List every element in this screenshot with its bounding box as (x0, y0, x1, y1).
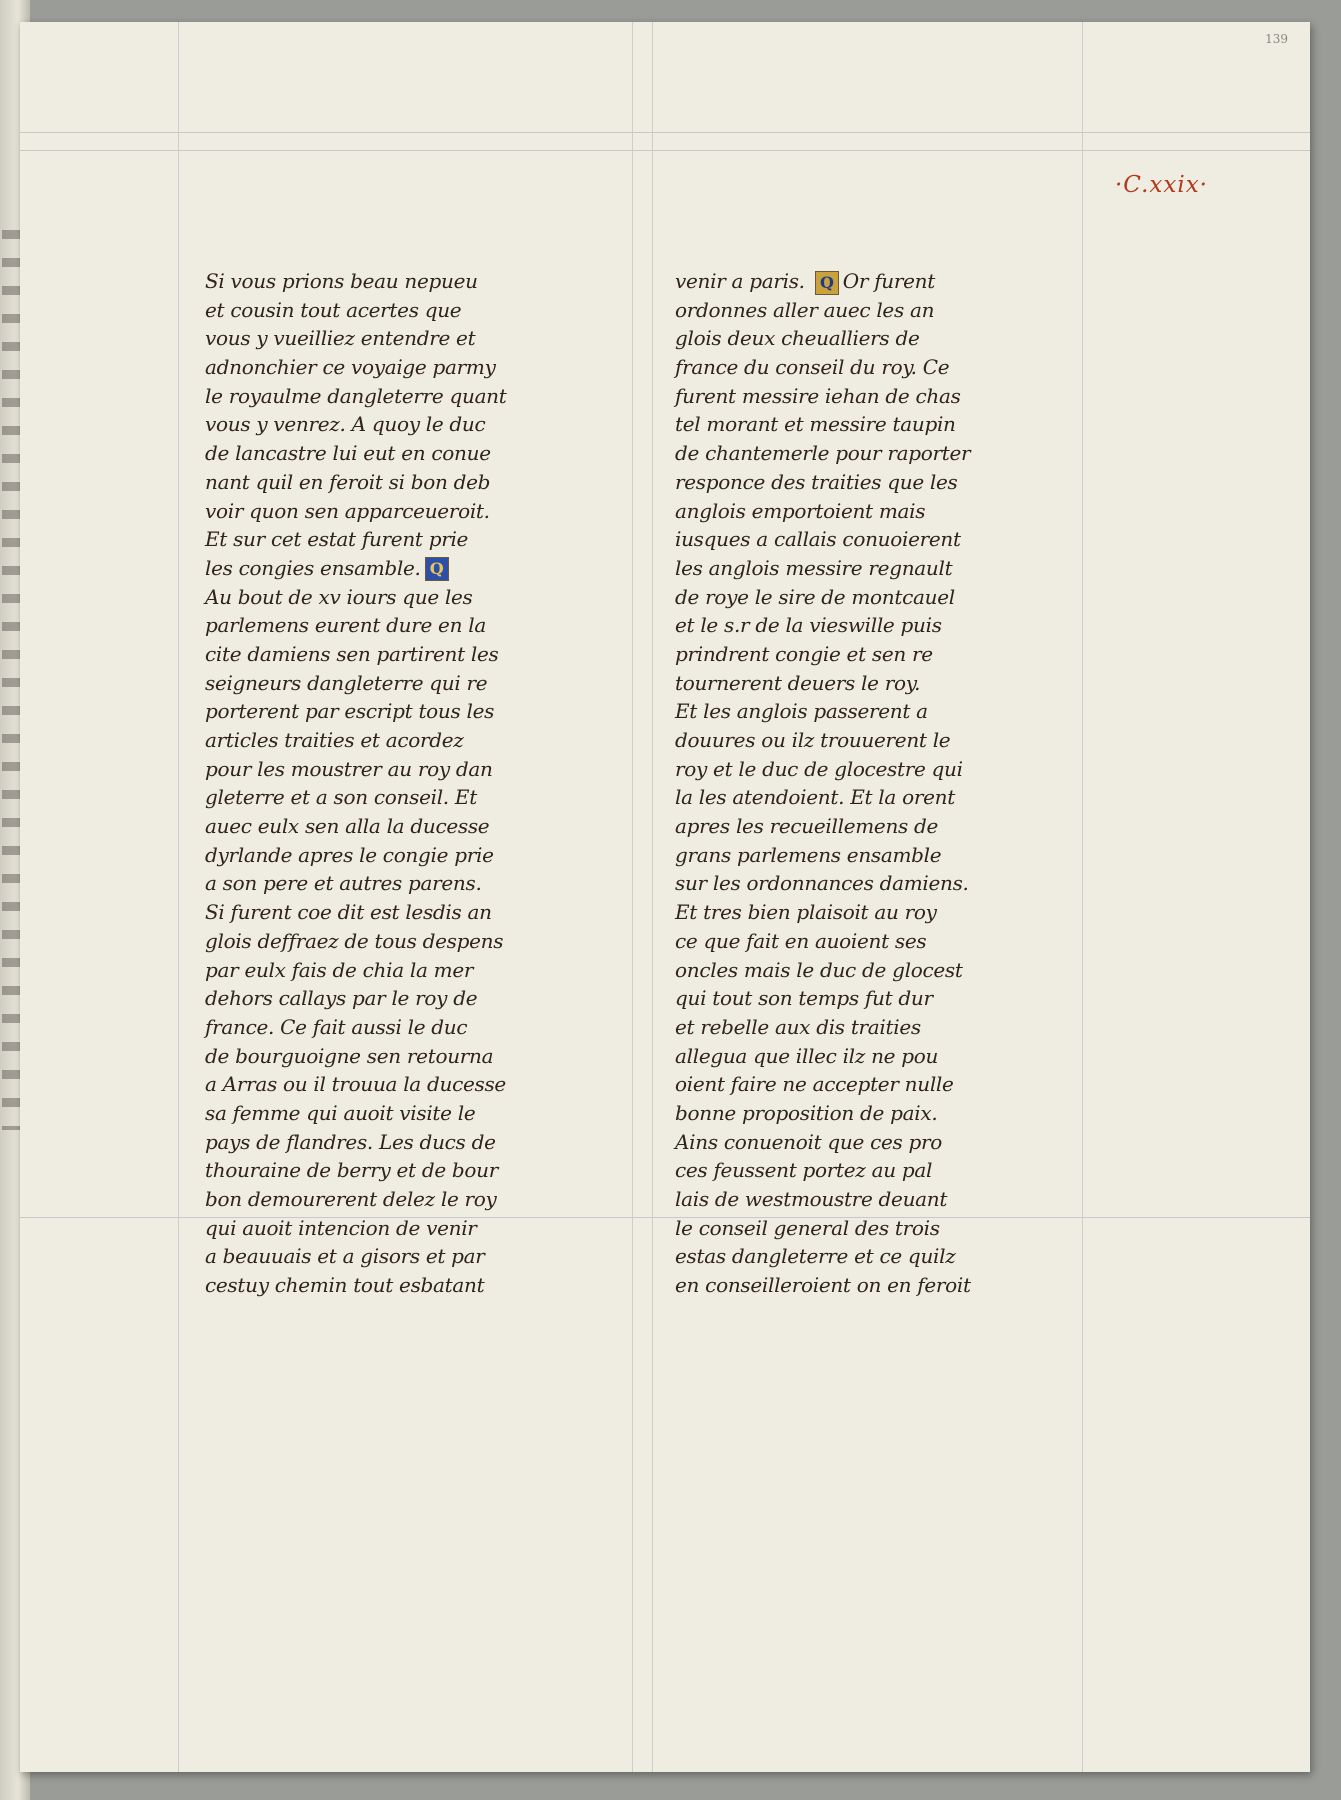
text-line: Si furent coe dit est lesdis an (205, 900, 492, 925)
text-line: les congies ensamble. Q (205, 554, 507, 583)
text-line: oient faire ne accepter nulle (675, 1072, 954, 1097)
text-line: et le s.r de la vieswille puis (675, 613, 942, 638)
text-line: anglois emportoient mais (675, 498, 926, 523)
text-line: parlemens eurent dure en la (205, 613, 486, 638)
text-line: ces feussent portez au pal (675, 1158, 933, 1183)
text-line: tournerent deuers le roy. (675, 670, 921, 695)
text-line: Si vous prions beau nepueu (205, 269, 478, 293)
text-line: thouraine de berry et de bour (205, 1158, 499, 1183)
text-line: grans parlemens ensamble (675, 842, 942, 867)
text-line: Et les anglois passerent a (675, 699, 928, 724)
text-line: de roye le sire de montcauel (675, 584, 955, 609)
text-line: france. Ce fait aussi le duc (205, 1014, 468, 1039)
left-text-column (205, 267, 507, 1300)
text-line: dehors callays par le roy de (205, 986, 478, 1011)
right-text-column (675, 267, 971, 1300)
text-line: le royaulme dangleterre quant (205, 383, 507, 408)
text-line: iusques a callais conuoierent (675, 527, 961, 552)
text-line: cite damiens sen partirent les (205, 641, 499, 666)
text-line: porterent par escript tous les (205, 699, 495, 724)
ruling-line (20, 132, 1310, 133)
text-line: bon demourerent delez le roy (205, 1187, 497, 1211)
text-line: france du conseil du roy. Ce (675, 355, 950, 380)
decorated-initial: Q (815, 271, 839, 295)
text-line: nant quil en feroit si bon deb (205, 469, 491, 494)
text-line: Et tres bien plaisoit au roy (675, 900, 937, 925)
text-line: roy et le duc de glocestre qui (675, 756, 963, 781)
text-line: dyrlande apres le congie prie (205, 842, 494, 867)
text-line: ce que fait en auoient ses (675, 928, 927, 953)
text-line: seigneurs dangleterre qui re (205, 670, 488, 695)
text-line: vous y vueilliez entendre et (205, 326, 476, 351)
text-line: et rebelle aux dis traities (675, 1014, 921, 1039)
text-line: Au bout de xv iours que les (205, 584, 473, 609)
text-line: apres les recueillemens de (675, 814, 939, 839)
folio-number: 139 (1265, 32, 1288, 46)
text-line: glois deux cheualliers de (675, 326, 920, 351)
text-line: sur les ordonnances damiens. (675, 871, 969, 896)
ruling-line (178, 22, 179, 1772)
text-line: voir quon sen apparceueroit. (205, 498, 490, 523)
text-line: et cousin tout acertes que (205, 297, 462, 322)
text-line: Ains conuenoit que ces pro (675, 1129, 943, 1154)
text-line: vous y venrez. A quoy le duc (205, 412, 486, 437)
text-line: de chantemerle pour raporter (675, 441, 971, 466)
text-line: prindrent congie et sen re (675, 641, 933, 666)
manuscript-folio (20, 22, 1310, 1772)
text-line: qui auoit intencion de venir (205, 1215, 477, 1240)
text-line: les anglois messire regnault (675, 555, 953, 580)
text-line: a beauuais et a gisors et par (205, 1244, 485, 1269)
text-line: la les atendoient. Et la orent (675, 785, 955, 810)
text-line: ordonnes aller auec les an (675, 297, 935, 322)
text-line: a son pere et autres parens. (205, 871, 482, 896)
text-line: responce des traities que les (675, 469, 958, 494)
text-line: tel morant et messire taupin (675, 412, 956, 437)
text-line: pays de flandres. Les ducs de (205, 1129, 496, 1154)
text-line: auec eulx sen alla la ducesse (205, 814, 490, 839)
text-line: bonne proposition de paix. (675, 1100, 938, 1125)
text-line: cestuy chemin tout esbatant (205, 1273, 485, 1298)
text-line: adnonchier ce voyaige parmy (205, 355, 496, 380)
text-line: oncles mais le duc de glocest (675, 957, 963, 982)
text-line: en conseilleroient on en feroit (675, 1273, 971, 1298)
text-line: gleterre et a son conseil. Et (205, 785, 477, 810)
text-line: a Arras ou il trouua la ducesse (205, 1072, 506, 1097)
ruling-line (1082, 22, 1083, 1772)
text-line: le conseil general des trois (675, 1215, 940, 1240)
text-line: venir a paris. Q Or furent (675, 269, 935, 293)
text-line: douures ou ilz trouuerent le (675, 728, 951, 752)
text-line: Et sur cet estat furent prie (205, 527, 469, 552)
decorated-initial: Q (425, 557, 449, 581)
text-line: lais de westmoustre deuant (675, 1187, 948, 1211)
running-head: ·C.xxix· (1115, 172, 1208, 198)
text-line: par eulx fais de chia la mer (205, 957, 474, 982)
text-line: de lancastre lui eut en conue (205, 441, 491, 466)
text-line: pour les moustrer au roy dan (205, 756, 493, 781)
text-line: qui tout son temps fut dur (675, 986, 933, 1011)
text-line: articles traities et acordez (205, 728, 464, 752)
ruling-line (632, 22, 633, 1772)
text-line: sa femme qui auoit visite le (205, 1100, 476, 1125)
text-line: allegua que illec ilz ne pou (675, 1043, 939, 1068)
text-line: estas dangleterre et ce quilz (675, 1244, 956, 1269)
text-line: de bourguoigne sen retourna (205, 1043, 494, 1068)
text-line: glois deffraez de tous despens (205, 928, 504, 953)
text-line: furent messire iehan de chas (675, 383, 961, 408)
ruling-line (652, 22, 653, 1772)
ruling-line (20, 150, 1310, 151)
